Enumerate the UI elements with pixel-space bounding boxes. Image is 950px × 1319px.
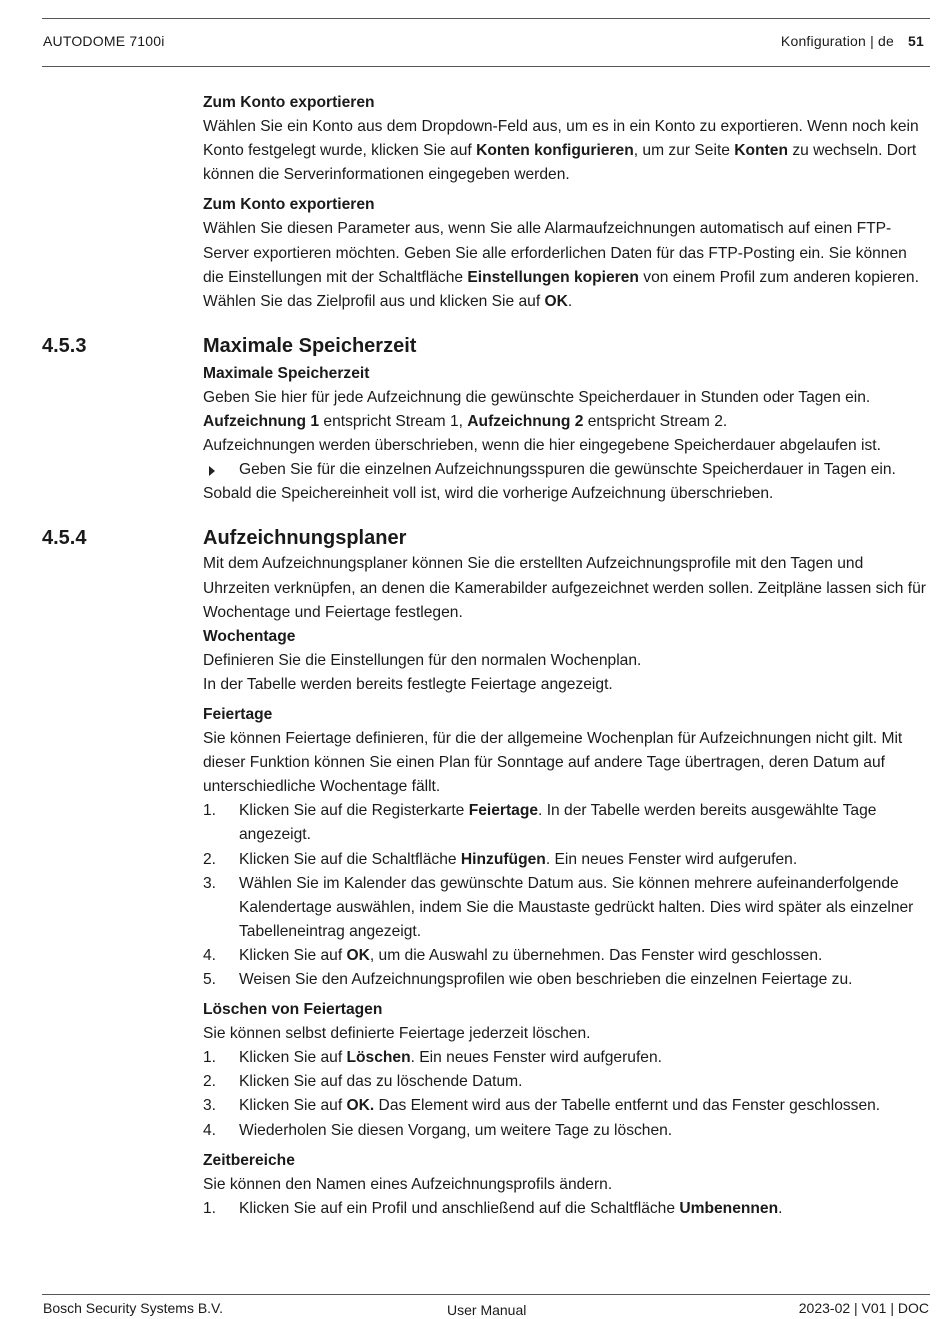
triangle-bullet-icon <box>209 466 215 476</box>
step-number: 2. <box>203 850 217 868</box>
paragraph: Wählen Sie ein Konto aus dem Dropdown-Feld aus, um es in ein Konto zu exportieren. Wenn noch kein Konto festgelegt wurde, klicken Sie auf Konten konfigurieren, um zur Seite Konten zu wechseln. Dort können die Serverinformationen eingegeben werden. <box>203 118 919 184</box>
step-number: 3. <box>203 874 217 892</box>
step-number: 2. <box>203 1073 217 1091</box>
paragraph: Geben Sie hier für jede Aufzeichnung die gewünschte Speicherdauer in Stunden oder Tagen ein. Aufzeichnung 1 entspricht Stream 1, Aufzeichnung 2 entspricht Stream 2. <box>203 388 871 431</box>
step-number: 1. <box>203 802 217 820</box>
numbered-list <box>203 799 928 992</box>
list-item-text: Geben Sie für die einzelnen Aufzeichnungsspuren die gewünschte Speicherdauer in Tagen ein. <box>239 461 896 479</box>
list-item <box>203 799 928 847</box>
paragraph: Sie können Feiertage definieren, für die der allgemeine Wochenplan für Aufzeichnungen nicht gilt. Mit dieser Funktion können Sie einen Plan für Sonntage auf andere Tage übertragen, deren Datum auf unterschiedliche Wochentage fällt. <box>203 730 903 796</box>
subheading: Feiertage <box>203 705 273 723</box>
step-number: 4. <box>203 1121 217 1139</box>
section-4-5-3 <box>42 332 928 507</box>
subheading: Zum Konto exportieren <box>203 94 375 111</box>
section-title: Aufzeichnungsplaner <box>203 527 407 550</box>
page-number: 51 <box>908 33 924 49</box>
header-top-rule <box>42 18 930 19</box>
list-item <box>203 1119 928 1143</box>
step-number: 5. <box>203 971 217 988</box>
footer-version: 2023-02 | V01 | DOC <box>798 1300 929 1316</box>
list-item <box>203 458 928 482</box>
header-product-name: AUTODOME 7100i <box>43 33 165 49</box>
subheading: Maximale Speicherzeit <box>203 364 370 382</box>
bullet-list <box>203 458 928 482</box>
list-item <box>203 1197 928 1221</box>
step-text: Klicken Sie auf ein Profil und anschließend auf die Schaltfläche Umbenennen. <box>239 1199 783 1217</box>
step-text: Weisen Sie den Aufzeichnungsprofilen wie oben beschrieben die einzelnen Feiertage zu. <box>239 971 853 988</box>
page-content <box>42 91 928 1227</box>
step-text: Wiederholen Sie diesen Vorgang, um weitere Tage zu löschen. <box>239 1121 673 1139</box>
emphasized-term: Löschen <box>346 1049 411 1067</box>
subheading: Löschen von Feiertagen <box>203 1001 383 1019</box>
section-4-5-4 <box>42 524 928 1221</box>
footer-company: Bosch Security Systems B.V. <box>43 1300 223 1316</box>
list-item <box>203 944 928 968</box>
zeitbereiche-block <box>203 1149 928 1221</box>
paragraph: In der Tabelle werden bereits festlegte Feiertage angezeigt. <box>203 675 613 693</box>
numbered-list <box>203 1046 928 1142</box>
step-number: 4. <box>203 946 217 964</box>
emphasized-term: OK <box>544 292 568 310</box>
step-text: Wählen Sie im Kalender das gewünschte Datum aus. Sie können mehrere aufeinanderfolgende Kalendertage auswählen, indem Sie die Maustaste gedrückt halten. Dies wird später als einzelner Tabelleneintrag angezeigt. <box>239 874 914 940</box>
wochentage-block <box>203 625 928 697</box>
emphasized-term: Einstellungen kopieren <box>467 268 639 286</box>
paragraph: Mit dem Aufzeichnungsplaner können Sie die erstellten Aufzeichnungsprofile mit den Tagen und Uhrzeiten verknüpfen, an denen die Kamerabilder aufgezeichnet werden sollen. Zeitpläne lassen sich für Wochentage und Feiertage festlegen. <box>203 555 926 621</box>
list-item <box>203 1070 928 1094</box>
section-number: 4.5.4 <box>42 527 87 550</box>
emphasized-term: Feiertage <box>468 802 539 820</box>
step-number: 1. <box>203 1049 217 1067</box>
list-item <box>203 872 928 944</box>
step-number: 1. <box>203 1199 217 1217</box>
subheading: Wochentage <box>203 627 296 645</box>
paragraph: Sie können den Namen eines Aufzeichnungsprofils ändern. <box>203 1175 613 1193</box>
list-item <box>203 968 928 992</box>
footer-doc-type: User Manual <box>447 1302 527 1318</box>
emphasized-term: Umbenennen <box>679 1199 779 1217</box>
subheading: Zeitbereiche <box>203 1151 295 1169</box>
emphasized-term: Konten <box>734 142 788 160</box>
numbered-list <box>203 1197 928 1221</box>
step-text: Klicken Sie auf OK. Das Element wird aus der Tabelle entfernt und das Fenster geschlossen. <box>239 1097 881 1115</box>
step-text: Klicken Sie auf Löschen. Ein neues Fenster wird aufgerufen. <box>239 1049 662 1067</box>
subheading: Zum Konto exportieren <box>203 196 375 214</box>
emphasized-term: Konten konfigurieren <box>476 142 634 160</box>
paragraph: Wählen Sie diesen Parameter aus, wenn Sie alle Alarmaufzeichnungen automatisch auf einen FTP-Server exportieren möchten. Geben Sie alle erforderlichen Daten für das FTP-Posting ein. Sie können die Einstellungen mit der Schaltfläche Einstellungen kopieren von einem Profil zum anderen kopieren. Wählen Sie das Zielprofil aus und klicken Sie auf OK. <box>203 220 919 310</box>
intro-block-1 <box>203 91 928 187</box>
paragraph: Definieren Sie die Einstellungen für den normalen Wochenplan. <box>203 651 642 669</box>
step-text: Klicken Sie auf das zu löschende Datum. <box>239 1073 523 1091</box>
intro-block-2 <box>203 193 928 313</box>
feiertage-block <box>203 703 928 992</box>
section-title: Maximale Speicherzeit <box>203 334 417 357</box>
header-bottom-rule <box>42 66 930 67</box>
emphasized-term: Hinzufügen <box>460 850 546 868</box>
step-text: Klicken Sie auf OK, um die Auswahl zu übernehmen. Das Fenster wird geschlossen. <box>239 946 823 964</box>
footer-rule <box>42 1294 930 1295</box>
step-text: Klicken Sie auf die Registerkarte Feiertage. In der Tabelle werden bereits ausgewählte Tage angezeigt. <box>239 802 877 844</box>
header-section-label <box>781 33 924 49</box>
loeschen-block <box>203 998 928 1143</box>
paragraph: Aufzeichnungen werden überschrieben, wenn die hier eingegebene Speicherdauer abgelaufen ist. <box>203 437 881 455</box>
emphasized-term: OK. <box>346 1097 375 1115</box>
emphasized-term: Aufzeichnung 1 <box>203 413 320 431</box>
step-text: Klicken Sie auf die Schaltfläche Hinzufügen. Ein neues Fenster wird aufgerufen. <box>239 850 798 868</box>
list-item <box>203 1046 928 1070</box>
step-number: 3. <box>203 1097 217 1115</box>
list-item <box>203 848 928 872</box>
paragraph: Sie können selbst definierte Feiertage jederzeit löschen. <box>203 1025 591 1043</box>
paragraph: Sobald die Speichereinheit voll ist, wird die vorherige Aufzeichnung überschrieben. <box>203 485 774 503</box>
emphasized-term: OK <box>346 946 370 964</box>
header-section: Konfiguration | de <box>780 33 895 49</box>
section-number: 4.5.3 <box>42 334 87 357</box>
emphasized-term: Aufzeichnung 2 <box>467 413 584 431</box>
list-item <box>203 1094 928 1118</box>
